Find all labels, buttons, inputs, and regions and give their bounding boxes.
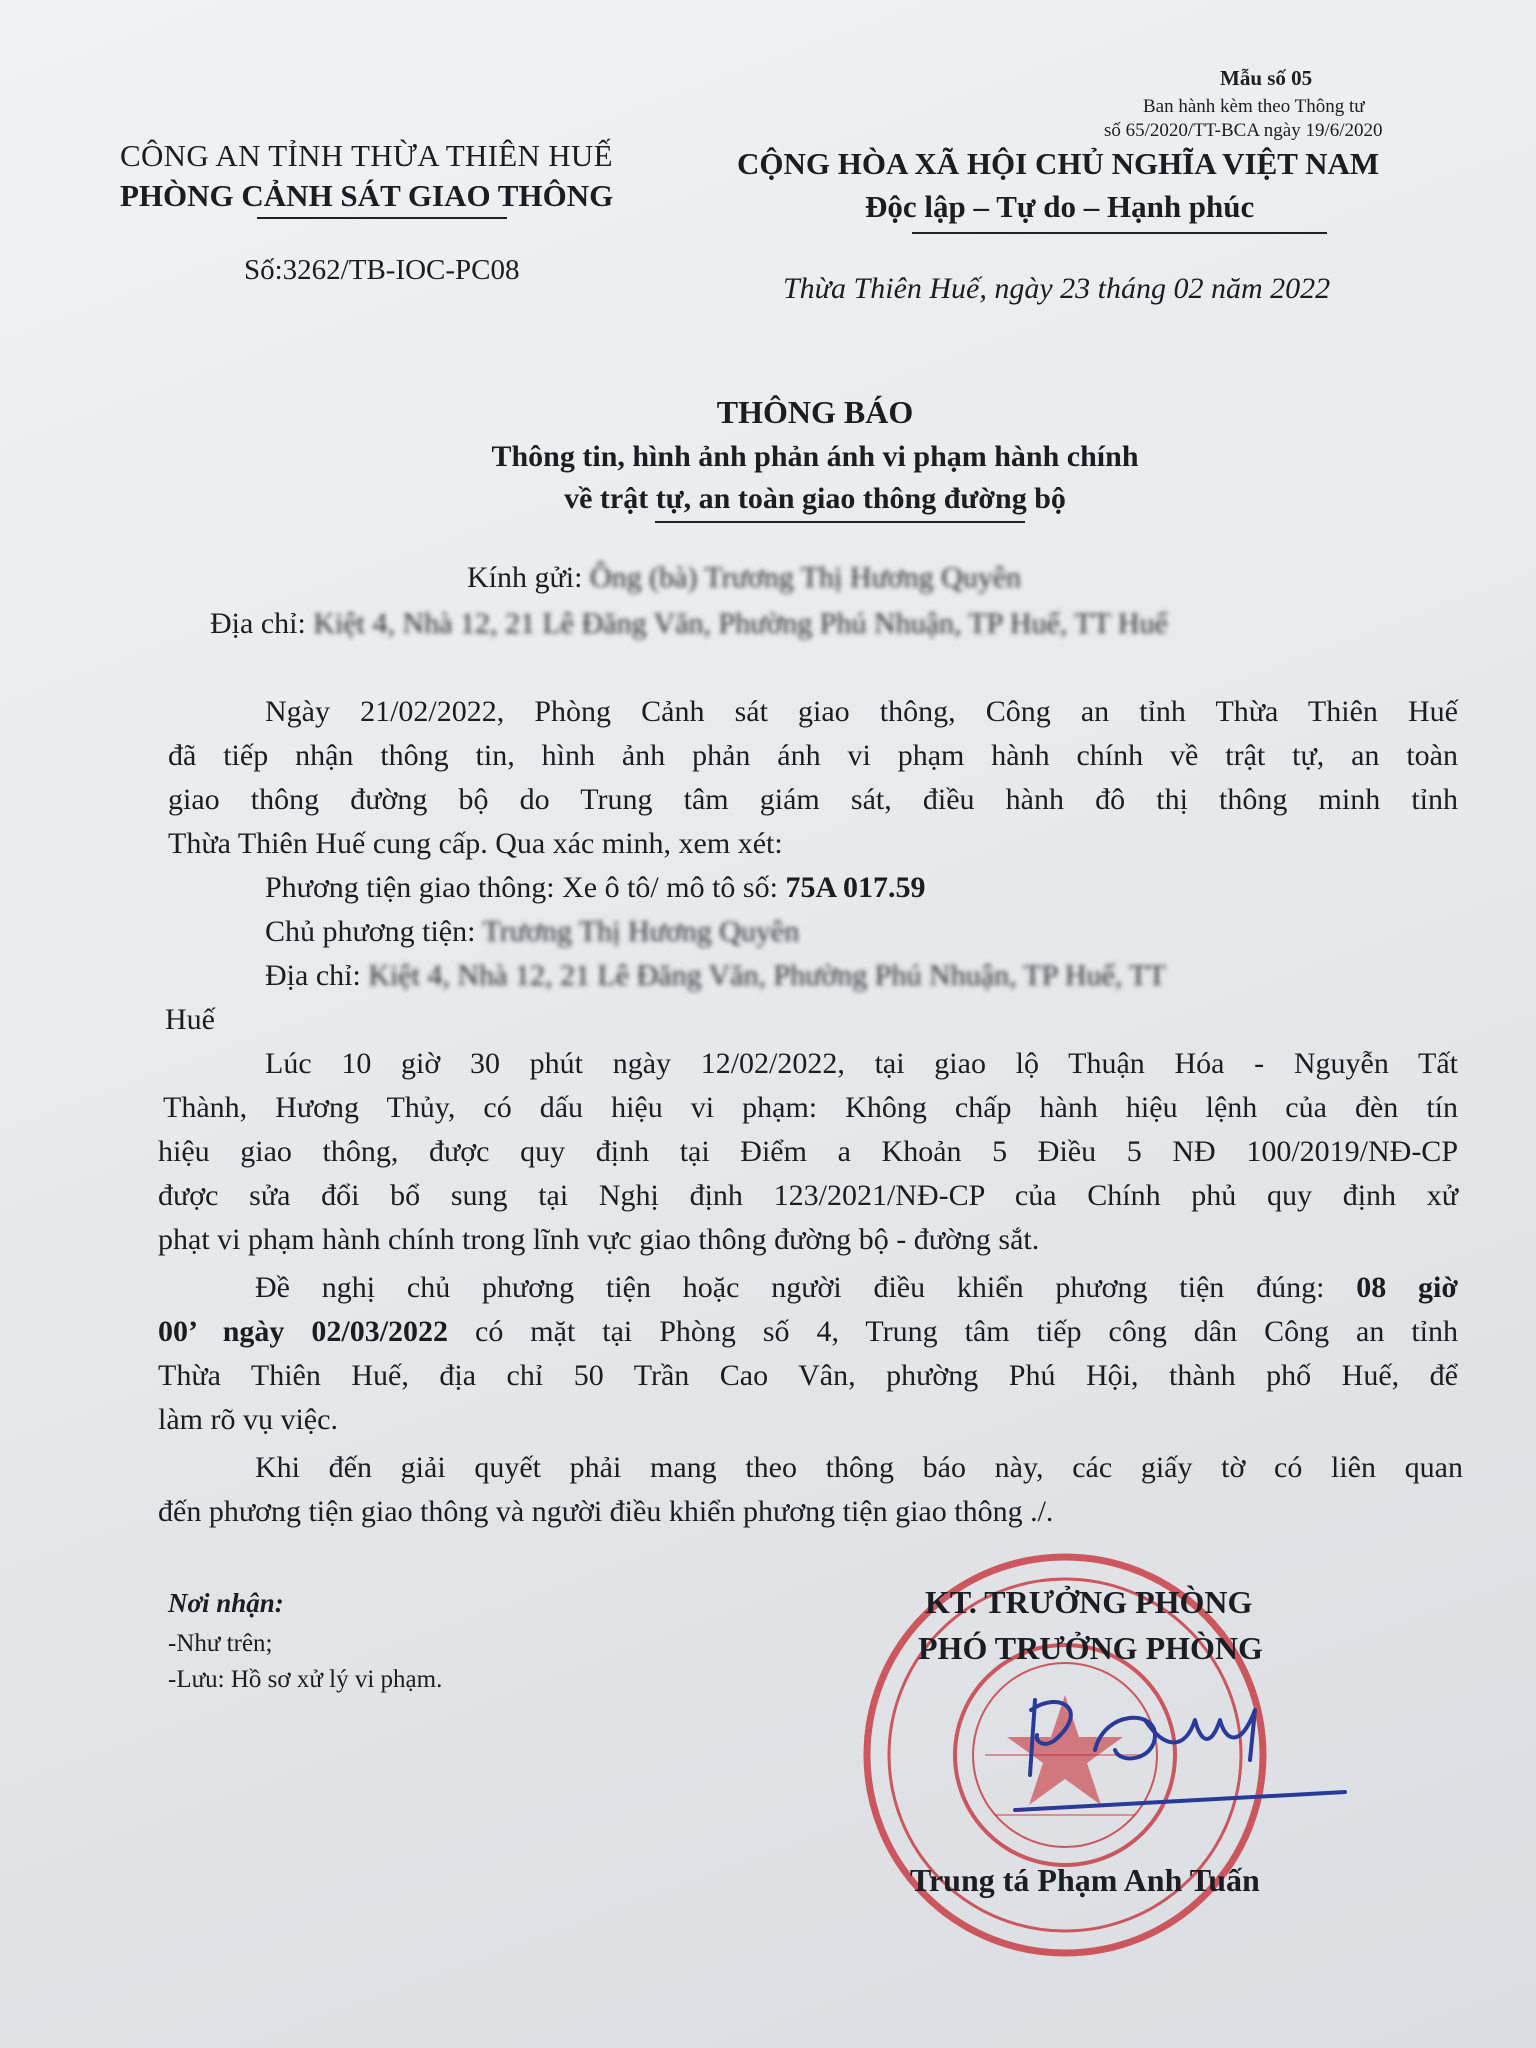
sign-subtitle: PHÓ TRƯỞNG PHÒNG <box>918 1630 1263 1666</box>
appointment-place: có mặt tại Phòng số 4, Trung tâm tiếp công dân Công an tỉnh <box>475 1315 1458 1348</box>
appointment-date: 00’ ngày 02/03/2022 <box>158 1315 449 1348</box>
form-code: Mẫu số 05 <box>1220 66 1313 90</box>
signer-name: Trung tá Phạm Anh Tuấn <box>910 1862 1260 1898</box>
owner-row <box>265 914 799 950</box>
recipient-item: -Lưu: Hồ sơ xử lý vi phạm. <box>168 1666 443 1693</box>
document-number: Số:3262/TB-IOC-PC08 <box>244 254 520 286</box>
paragraph-line: Lúc 10 giờ 30 phút ngày 12/02/2022, tại giao lộ Thuận Hóa - Nguyễn Tất <box>265 1047 1458 1080</box>
sign-title: KT. TRƯỞNG PHÒNG <box>925 1584 1253 1620</box>
paragraph-line: đến phương tiện giao thông và người điều khiển phương tiện giao thông ./. <box>158 1495 1054 1528</box>
owner-name: Trương Thị Hương Quyên <box>482 915 800 948</box>
nation-motto: Độc lập – Tự do – Hạnh phúc <box>865 189 1255 224</box>
recipient-address: Kiệt 4, Nhà 12, 21 Lê Đăng Văn, Phường Phú Nhuận, TP Huế, TT Huế <box>313 607 1168 640</box>
paragraph-line: Thừa Thiên Huế cung cấp. Qua xác minh, xem xét: <box>168 827 783 860</box>
document-title: THÔNG BÁO <box>716 394 914 430</box>
appointment-time: 08 giờ <box>1356 1271 1459 1304</box>
paragraph-line: Thừa Thiên Huế, địa chỉ 50 Trần Cao Vân, phường Phú Hội, thành phố Huế, để <box>158 1359 1458 1392</box>
vehicle-label: Phương tiện giao thông: Xe ô tô/ mô tô số: <box>265 871 778 904</box>
paragraph-line: Khi đến giải quyết phải mang theo thông báo này, các giấy tờ có liên quan <box>255 1451 1463 1484</box>
address-label: Địa chỉ: <box>210 607 306 640</box>
paragraph-line: hiệu giao thông, được quy định tại Điểm a Khoản 5 Điều 5 NĐ 100/2019/NĐ-CP <box>158 1135 1458 1168</box>
paragraph-line: đã tiếp nhận thông tin, hình ảnh phản ánh vi phạm hành chính về trật tự, an toàn <box>168 739 1458 772</box>
nation-title: CỘNG HÒA XÃ HỘI CHỦ NGHĨA VIỆT NAM <box>737 146 1380 181</box>
recipient-item: -Như trên; <box>168 1630 273 1657</box>
recipient-name: Ông (bà) Trương Thị Hương Quyên <box>589 561 1022 594</box>
owner-address-tail: Huế <box>165 1003 215 1036</box>
paragraph-line: phạt vi phạm hành chính trong lĩnh vực giao thông đường bộ - đường sắt. <box>158 1223 1040 1256</box>
owner-label: Chủ phương tiện: <box>265 915 476 948</box>
agency-name: PHÒNG CẢNH SÁT GIAO THÔNG <box>120 178 614 213</box>
appointment-text: Đề nghị chủ phương tiện hoặc người điều khiển phương tiện đúng: <box>255 1271 1325 1304</box>
paragraph-line <box>158 1314 1458 1350</box>
divider <box>257 217 507 219</box>
document-subtitle: Thông tin, hình ảnh phản ánh vi phạm hành chính <box>491 440 1139 473</box>
form-issued-note: số 65/2020/TT-BCA ngày 19/6/2020 <box>1104 120 1383 141</box>
recipients-label: Nơi nhận: <box>168 1588 284 1618</box>
recipient-row <box>467 560 1021 596</box>
divider <box>912 232 1327 234</box>
document-subtitle: về trật tự, an toàn giao thông đường bộ <box>564 482 1066 515</box>
place-date: Thừa Thiên Huế, ngày 23 tháng 02 năm 2022 <box>783 272 1331 305</box>
paragraph-line: Ngày 21/02/2022, Phòng Cảnh sát giao thông, Công an tỉnh Thừa Thiên Huế <box>265 695 1458 728</box>
paragraph-line <box>255 1270 1458 1306</box>
signature-icon <box>1005 1680 1365 1820</box>
vehicle-plate: 75A 017.59 <box>785 871 926 904</box>
owner-address-row <box>265 958 1166 994</box>
owner-address-label: Địa chỉ: <box>265 959 361 992</box>
divider <box>655 521 1025 523</box>
owner-address: Kiệt 4, Nhà 12, 21 Lê Đăng Văn, Phường Phú Nhuận, TP Huế, TT <box>368 959 1166 992</box>
paragraph-line: giao thông đường bộ do Trung tâm giám sát, điều hành đô thị thông minh tỉnh <box>168 783 1458 816</box>
paragraph-line: Thành, Hương Thủy, có dấu hiệu vi phạm: Không chấp hành hiệu lệnh của đèn tín <box>163 1091 1458 1124</box>
vehicle-row <box>265 870 925 906</box>
paragraph-line: được sửa đổi bổ sung tại Nghị định 123/2021/NĐ-CP của Chính phủ quy định xử <box>158 1179 1458 1212</box>
form-issued-note: Ban hành kèm theo Thông tư <box>1143 96 1365 117</box>
agency-parent: CÔNG AN TỈNH THỪA THIÊN HUẾ <box>120 138 613 173</box>
recipient-address-row <box>210 606 1168 642</box>
recipient-label: Kính gửi: <box>467 561 583 594</box>
paragraph-line: làm rõ vụ việc. <box>158 1403 338 1436</box>
